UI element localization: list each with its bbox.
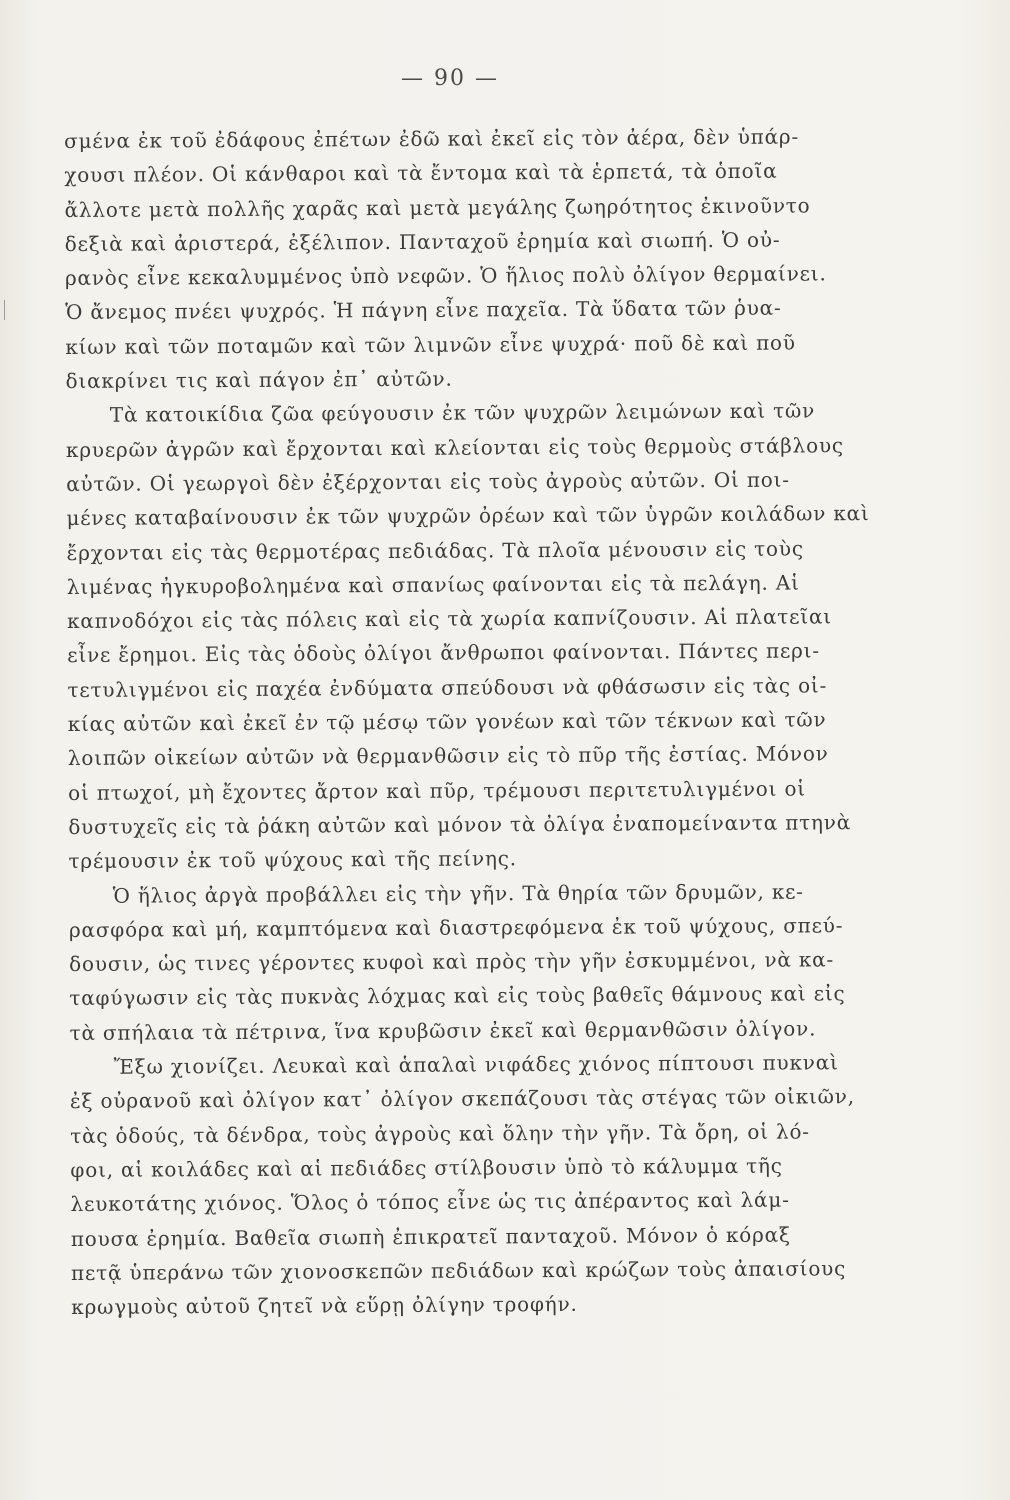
text-line: πουσα ἐρημία. Βαθεῖα σιωπὴ ἐπικρατεῖ πανταχοῦ. Μόνον ὁ κόραξ (70, 1222, 791, 1251)
text-line: τὰς ὁδούς, τὰ δένδρα, τοὺς ἀγροὺς καὶ ὅλην τὴν γῆν. Τὰ ὄρη, οἱ λό- (70, 1119, 810, 1148)
text-line: ἄλλοτε μετὰ πολλῆς χαρᾶς καὶ μετὰ μεγάλης ζωηρότητος ἐκινοῦντο (64, 193, 811, 222)
margin-mark (4, 300, 5, 320)
text-line: δουσιν, ὡς τινες γέροντες κυφοὶ καὶ πρὸς τὴν γῆν ἐσκυμμένοι, νὰ κα- (69, 947, 835, 977)
text-line: ρανὸς εἶνε κεκαλυμμένος ὑπὸ νεφῶν. Ὁ ἥλιος πολὺ ὀλίγον θερμαίνει. (64, 261, 827, 291)
page-number: — 90 — (401, 66, 499, 91)
text-line: διακρίνει τις καὶ πάγον ἐπ᾽ αὐτῶν. (65, 366, 453, 394)
text-line: χουσι πλέον. Οἱ κάνθαροι καὶ τὰ ἔντομα καὶ τὰ ἑρπετά, τὰ ὁποῖα (64, 158, 778, 188)
body-text (64, 119, 881, 1324)
text-line: κρυερῶν ἀγρῶν καὶ ἔρχονται καὶ κλείονται εἰς τοὺς θερμοὺς στάβλους (65, 432, 844, 462)
text-line: ρασφόρα καὶ μή, καμπτόμενα καὶ διαστρεφόμενα ἐκ τοῦ ψύχους, σπεύ- (68, 913, 844, 942)
text-line: δεξιὰ καὶ ἀριστερά, ἐξέλιπον. Πανταχοῦ ἐρημία καὶ σιωπή. Ὁ οὐ- (64, 227, 781, 256)
text-line: αὐτῶν. Οἱ γεωργοὶ δὲν ἐξέρχονται εἰς τοὺς ἀγροὺς αὐτῶν. Οἱ ποι- (66, 467, 790, 496)
text-line: ἐξ οὐρανοῦ καὶ ὀλίγον κατ᾽ ὀλίγον σκεπάζουσι τὰς στέγας τῶν οἰκιῶν, (69, 1084, 855, 1114)
text-line: φοι, αἱ κοιλάδες καὶ αἱ πεδιάδες στίλβουσιν ὑπὸ τὸ κάλυμμα τῆς (70, 1153, 783, 1182)
text-line: Ὁ ἄνεμος πνέει ψυχρός. Ἡ πάγνη εἶνε παχεῖα. Τὰ ὕδατα τῶν ῥυα- (65, 296, 782, 325)
text-line: Τὰ κατοικίδια ζῶα φεύγουσιν ἐκ τῶν ψυχρῶν λειμώνων καὶ τῶν (109, 398, 816, 428)
text-line: ταφύγωσιν εἰς τὰς πυκνὰς λόχμας καὶ εἰς τοὺς βαθεῖς θάμνους καὶ εἰς (69, 981, 846, 1011)
text-line: καπνοδόχοι εἰς τὰς πόλεις καὶ εἰς τὰ χωρία καπνίζουσιν. Αἱ πλατεῖαι (66, 604, 832, 634)
text-line: τὰ σπήλαια τὰ πέτρινα, ἵνα κρυβῶσιν ἐκεῖ καὶ θερμανθῶσιν ὀλίγον. (69, 1016, 817, 1045)
text-line: Ἔξω χιονίζει. Λευκαὶ καὶ ἁπαλαὶ νιφάδες χιόνος πίπτουσι πυκναὶ (113, 1050, 839, 1079)
text-line: τρέμουσιν ἐκ τοῦ ψύχους καὶ τῆς πείνης. (68, 846, 517, 874)
text-line: οἱ πτωχοί, μὴ ἔχοντες ἄρτον καὶ πῦρ, τρέμουσι περιτετυλιγμένοι οἱ (68, 776, 806, 805)
text-line: εἶνε ἔρημοι. Εἰς τὰς ὁδοὺς ὀλίγοι ἄνθρωποι φαίνονται. Πάντες περι- (67, 638, 820, 668)
text-line: κρωγμοὺς αὐτοῦ ζητεῖ νὰ εὕρῃ ὀλίγην τροφήν. (71, 1291, 578, 1320)
text-line: πετᾷ ὑπεράνω τῶν χιονοσκεπῶν πεδιάδων καὶ κρώζων τοὺς ἀπαισίους (70, 1256, 847, 1285)
text-line: λοιπῶν οἰκείων αὐτῶν νὰ θερμανθῶσιν εἰς τὸ πῦρ τῆς ἑστίας. Μόνον (67, 741, 829, 771)
text-line: μένες καταβαίνουσιν ἐκ τῶν ψυχρῶν ὀρέων καὶ τῶν ὑγρῶν κοιλάδων καὶ (66, 501, 870, 531)
text-line: κίας αὐτῶν καὶ ἐκεῖ ἐν τῷ μέσῳ τῶν γονέων καὶ τῶν τέκνων καὶ τῶν (67, 707, 827, 737)
text-line: Ὁ ἥλιος ἀργὰ προβάλλει εἰς τὴν γῆν. Τὰ θηρία τῶν δρυμῶν, κε- (112, 879, 804, 908)
text-line: κίων καὶ τῶν ποταμῶν καὶ τῶν λιμνῶν εἶνε ψυχρά· ποῦ δὲ καὶ ποῦ (65, 330, 796, 359)
text-line: λευκοτάτης χιόνος. Ὅλος ὁ τόπος εἶνε ὡς τις ἀπέραντος καὶ λάμ- (70, 1187, 790, 1217)
text-line: τετυλιγμένοι εἰς παχέα ἐνδύματα σπεύδουσι νὰ φθάσωσιν εἰς τὰς οἰ- (67, 673, 828, 702)
text-line: σμένα ἐκ τοῦ ἐδάφους ἐπέτων ἐδῶ καὶ ἐκεῖ εἰς τὸν ἀέρα, δὲν ὑπάρ- (64, 124, 800, 153)
text-line: δυστυχεῖς εἰς τὰ ῥάκη αὐτῶν καὶ μόνον τὰ ὀλίγα ἐναπομείναντα πτηνὰ (68, 810, 852, 839)
text-line: λιμένας ἠγκυροβολημένα καὶ σπανίως φαίνονται εἰς τὰ πελάγη. Αἱ (66, 570, 800, 599)
text-line: ἔρχονται εἰς τὰς θερμοτέρας πεδιάδας. Τὰ πλοῖα μένουσιν εἰς τοὺς (66, 536, 804, 565)
